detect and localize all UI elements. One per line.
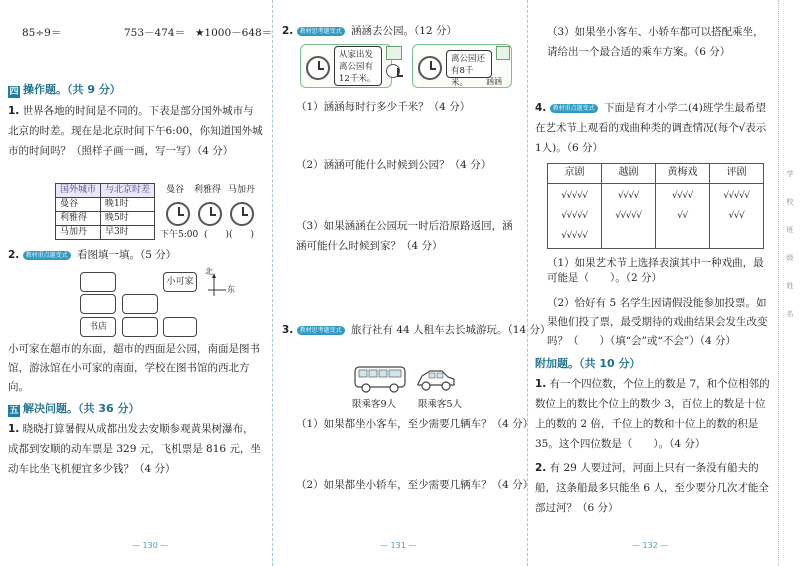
question-text: 有一个四位数，个位上的数是 7，和个位相邻的数位上的数比个位上的数少 3，百位上的数是十位上的数的 2 倍，千位上的数和十位上的数的积是 35。这个四位数是（ ）。（4 分）: [535, 378, 770, 450]
speech-bubble-1: 从家出发离公园有12千米。: [334, 46, 382, 86]
map-box-empty: [80, 272, 116, 292]
table-header-cell: 评剧: [710, 164, 764, 184]
extra-question-1: [535, 374, 771, 454]
page-number: — 131 —: [380, 541, 417, 551]
clock-label-riyadh: 利雅得: [194, 185, 222, 195]
question-badge: 教材重点题变式: [23, 251, 71, 260]
tally-marks: √√√: [728, 210, 745, 221]
section-number-icon: 五: [9, 406, 19, 416]
section-heading-operations: [8, 82, 121, 98]
page-number: — 130 —: [132, 541, 169, 551]
column-divider-1: [272, 0, 273, 566]
bus-icon: [354, 365, 406, 398]
question-text: 旅行社有 44 人租车去长城游玩。（14 分）: [351, 324, 551, 336]
calc-1: 85÷9＝: [22, 27, 62, 39]
question-badge: 教材思考题变式: [297, 326, 345, 335]
section-number-icon: 四: [9, 87, 19, 97]
compass-east-label: 东: [227, 285, 235, 294]
question-1: [8, 101, 264, 161]
table-header-cell: 越剧: [602, 164, 656, 184]
question-text: 涵涵去公园。（12 分）: [351, 25, 457, 37]
map-description: 小可家在超市的东面，超市的西面是公园，南面是图书馆，游泳馆在小可家的南面，学校在图书馆的西北方向。: [8, 343, 260, 393]
page-number: — 132 —: [632, 541, 669, 551]
tally-marks: √√√√√: [615, 210, 642, 221]
question-2: [8, 248, 176, 263]
table-header-cell: 京剧: [548, 164, 602, 184]
tally-marks: √√: [677, 210, 688, 221]
question-number: 1.: [8, 105, 20, 117]
map-box-empty: [122, 317, 158, 337]
table-row: [56, 212, 155, 226]
question-3-trip: [282, 323, 550, 338]
park-sign-icon: [386, 46, 402, 60]
bus-capacity-label: 限乘客9人: [352, 399, 397, 410]
tally-marks: √√√√√: [723, 190, 750, 201]
tally-marks: √√√√√: [561, 210, 588, 221]
car-capacity-label: 限乘客5人: [418, 399, 463, 410]
subquestion-3: （3）如果涵涵在公园玩一时后沿原路返回，涵涵可能什么时候到家？（4 分）: [296, 220, 513, 252]
table-header-cell: 国外城市: [56, 184, 101, 198]
subquestion-1: （1）涵涵每时行多少千米？（4 分）: [296, 101, 471, 113]
park-sign-icon: [496, 46, 510, 60]
question-number: 1.: [535, 378, 547, 390]
question-text: 世界各地的时间是不同的。下表是部分国外城市与北京的时差。现在是北京时间下午6:00，你知道国外城市的时间吗？（照样子画一画，写一写）（4 分）: [8, 105, 263, 157]
tally-marks: √√√√: [672, 190, 693, 201]
question-text: 有 29 人要过河，河面上只有一条没有船夫的船，这条船最多只能坐 6 人，至少要分几次才能全部过河？（6 分）: [535, 462, 769, 514]
subquestion-2: （2）如果都坐小轿车，至少需要几辆车？（4 分）: [296, 479, 534, 491]
table-cell: 早3时: [101, 226, 155, 240]
clock-icon: [386, 64, 400, 78]
question-number: 4.: [535, 102, 547, 114]
section-heading-extra: [535, 356, 640, 372]
question-number: 2.: [8, 249, 20, 261]
question-text: 下面是育才小学二(4)班学生最希望在艺术节上观看的戏曲种类的调查情况(每个√表示1人)。（6 分）: [535, 102, 767, 154]
table-cell: [656, 183, 710, 248]
time-difference-table: [55, 183, 155, 240]
table-cell: [710, 183, 764, 248]
clock-icon: [198, 202, 222, 226]
clock-icon: [230, 202, 254, 226]
table-cell: 马加丹: [56, 226, 101, 240]
question-2-park: [282, 24, 457, 39]
question-number: 1.: [8, 423, 20, 435]
speech-bubble-2: 离公园还有8千米。: [446, 50, 492, 78]
table-header-cell: 与北京时差: [101, 184, 155, 198]
map-box-empty: [80, 294, 116, 314]
table-cell: 曼谷: [56, 198, 101, 212]
question-badge: 教材思考题变式: [297, 27, 345, 36]
extra-question-2: [535, 458, 771, 518]
table-row: [548, 183, 764, 248]
question-badge: 教材重点题变式: [550, 104, 598, 113]
table-cell: [602, 183, 656, 248]
calc-3: ★1000－648＝: [195, 27, 273, 39]
map-box-home: 小可家: [163, 272, 197, 292]
answer-blanks: ( )( ): [204, 230, 255, 240]
subquestion-1: （1）如果都坐小客车，至少需要几辆车？（4 分）: [296, 418, 534, 430]
table-cell: 利雅得: [56, 212, 101, 226]
section-heading-problems: [8, 401, 139, 417]
calc-2: 753－474＝: [124, 27, 186, 39]
question-text: 看图填一填。（5 分）: [77, 249, 177, 261]
compass-north-label: 北: [205, 267, 213, 276]
clock-label-bangkok: 曼谷: [166, 185, 185, 195]
table-cell: 晚5时: [101, 212, 155, 226]
table-row: [56, 198, 155, 212]
map-box-empty: [122, 294, 158, 314]
map-box-empty: [163, 317, 197, 337]
question-number: 2.: [535, 462, 547, 474]
section-title: 解决问题。（共 36 分）: [23, 402, 140, 415]
question-number: 3.: [282, 324, 294, 336]
car-icon: [416, 368, 456, 397]
subquestion-2: （2）涵涵可能什么时候到公园？（4 分）: [296, 159, 492, 171]
tally-marks: √√√√: [618, 190, 639, 201]
binding-line: [778, 0, 779, 566]
subquestion-2: （2）恰好有 5 名学生因请假没能参加投票。如果他们投了票，最受期待的戏曲结果会发生改变吗？（ ）（填“会”或“不会”）（4 分）: [547, 297, 768, 347]
question-4-survey: [535, 98, 771, 158]
question-number: 2.: [282, 25, 294, 37]
question-text: 晓晓打算暑假从成都出发去安顺参观黄果树瀑布，成都到安顺的动车票是 329 元，飞机票是 816 元，坐动车比坐飞机便宜多少钱？（4 分）: [8, 423, 261, 475]
survey-table: [547, 163, 764, 249]
table-cell: 晚1时: [101, 198, 155, 212]
clock-label-magadan: 马加丹: [228, 185, 256, 195]
table-header-row: [548, 164, 764, 184]
tally-marks: √√√√√: [561, 230, 588, 241]
clock-icon: [166, 202, 190, 226]
question-3: [8, 419, 264, 479]
map-box-bookstore: 书店: [80, 317, 116, 337]
subquestion-1: （1）如果艺术节上选择表演其中一种戏曲，最可能是（ ）。（2 分）: [547, 257, 764, 285]
binding-margin-text: 学 校 班 级 姓 名: [786, 170, 794, 318]
clock-icon: [306, 56, 330, 80]
table-header-row: [56, 184, 155, 198]
section-title: 附加题。（共 10 分）: [535, 357, 641, 370]
example-time: 下午5:00: [160, 230, 199, 240]
table-cell: [548, 183, 602, 248]
subquestion-3-plan: （3）如果坐小客车、小轿车都可以搭配乘坐，请给出一个最合适的乘车方案。（6 分）: [547, 26, 764, 58]
table-row: [56, 226, 155, 240]
tally-marks: √√√√√: [561, 190, 588, 201]
character-name: 涵涵: [486, 77, 502, 86]
section-title: 操作题。（共 9 分）: [23, 83, 121, 96]
clock-icon: [418, 56, 442, 80]
table-header-cell: 黄梅戏: [656, 164, 710, 184]
